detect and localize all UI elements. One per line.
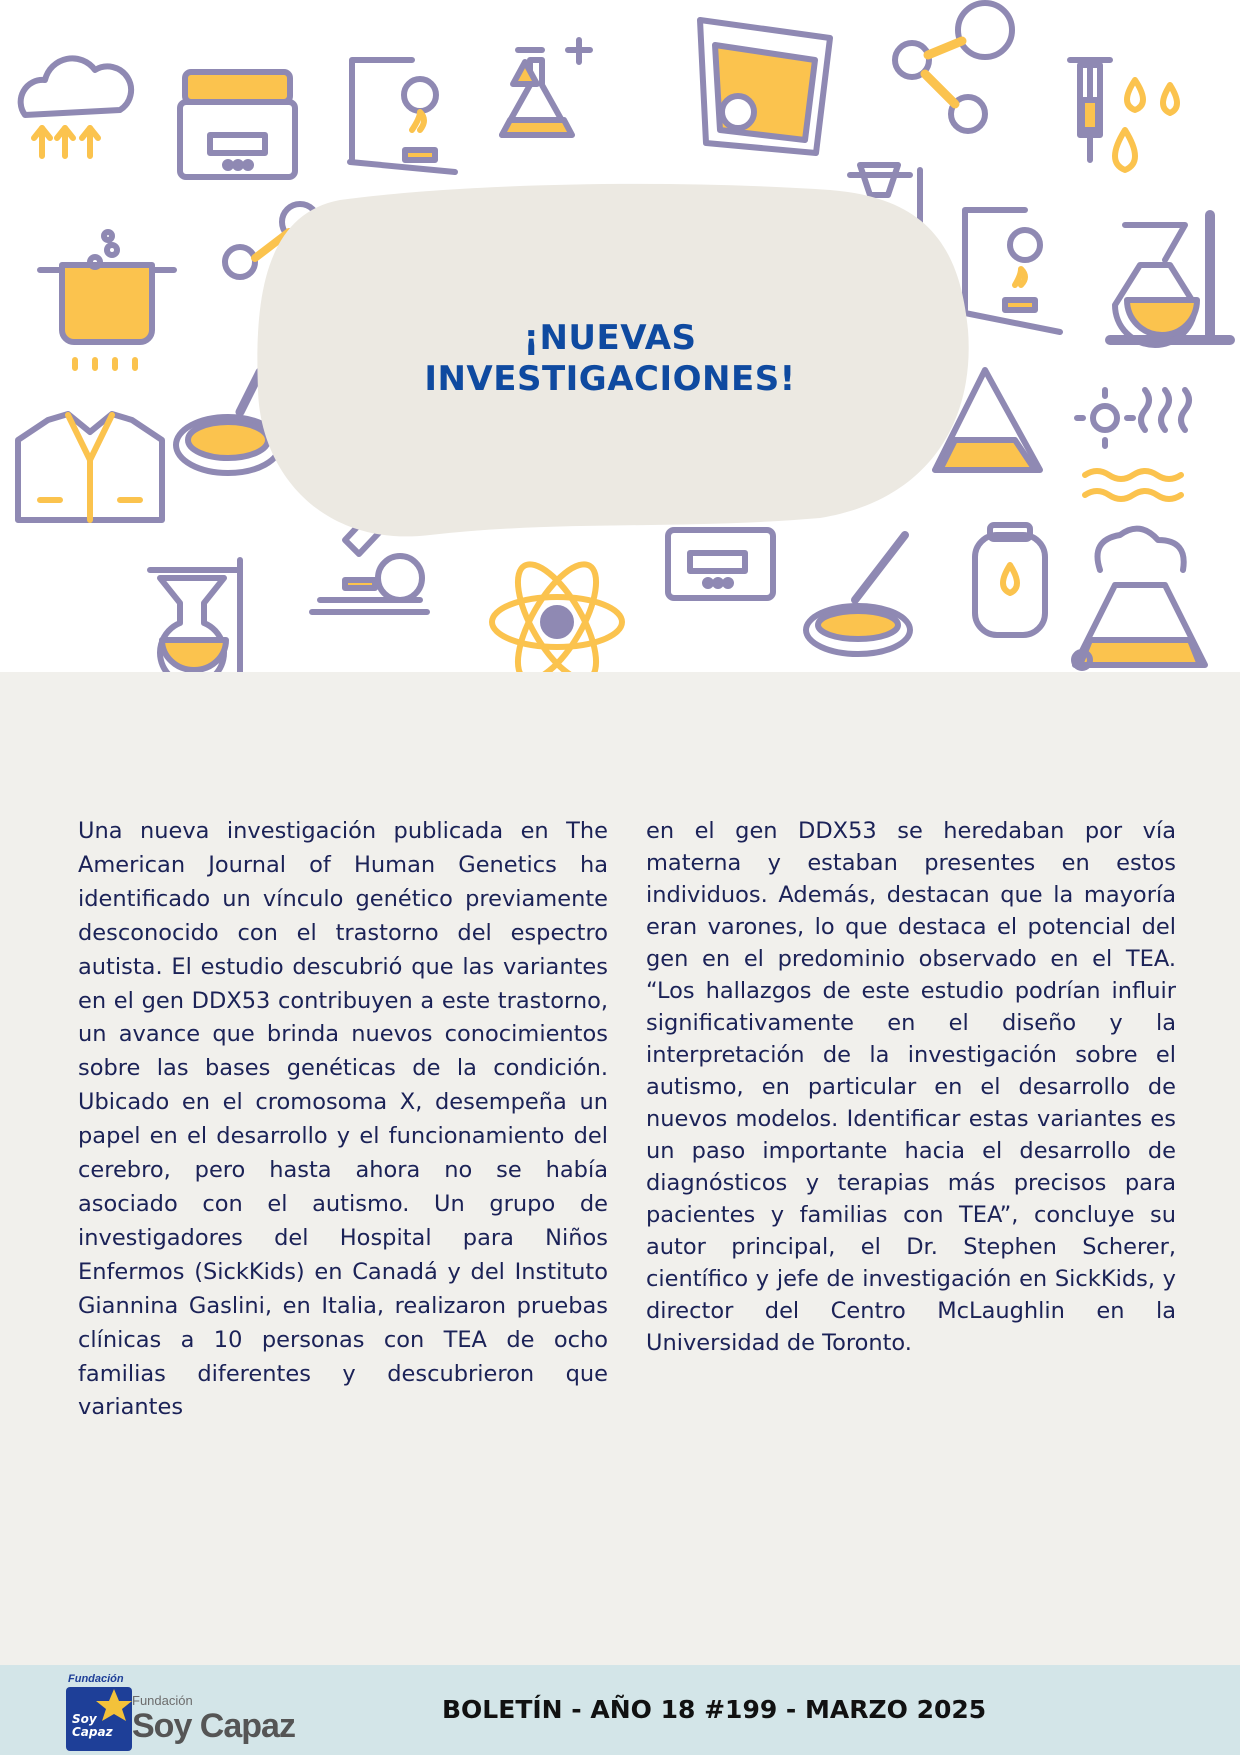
logo-square-text: [72, 1713, 113, 1739]
footer-band: [0, 1665, 1240, 1755]
logo-square-line-2: Capaz: [72, 1725, 113, 1739]
page-title: [340, 318, 880, 400]
bulletin-info: BOLETÍN - AÑO 18 #199 - MARZO 2025: [442, 1695, 987, 1724]
logo-top-text: Fundación: [68, 1673, 124, 1685]
title-line-2: INVESTIGACIONES!: [424, 359, 796, 399]
logo-big-text: Soy Capaz: [132, 1707, 295, 1745]
article-body: [0, 672, 1240, 1665]
logo-square-line-1: Soy: [72, 1712, 97, 1726]
foundation-logo: [64, 1673, 314, 1753]
article-left-column: Una nueva investigación publicada en The American Journal of Human Genetics ha identificado un vínculo genético previamente desconocido con el trastorno del espectro autista. El estudio descubrió que las variantes en el gen DDX53 contribuyen a este trastorno, un avance que brinda nuevos conocimientos sobre las bases genéticas de la condición. Ubicado en el cromosoma X, desempeña un papel en el desarrollo y el funcionamiento del cerebro, pero hasta ahora no se había asociado con el autismo. Un grupo de investigadores del Hospital para Niños Enfermos (SickKids) en Canadá y del Instituto Giannina Gaslini, en Italia, realizaron pruebas clínicas a 10 personas con TEA de ocho familias diferentes y descubrieron que variantes: [78, 818, 608, 1421]
logo-small-text: Fundación: [132, 1693, 193, 1708]
header-illustration: [0, 0, 1240, 672]
article-right-column: en el gen DDX53 se heredaban por vía materna y estaban presentes en estos individuos. Además, destacan que la mayoría eran varones, lo que destaca el potencial del gen en el predominio observado en el TEA. “Los hallazgos de este estudio podrían influir significativamente en el diseño y la interpretación de la investigación sobre el autismo, en particular en el desarrollo de nuevos modelos. Identificar estas variantes es un paso importante hacia el desarrollo de diagnósticos y terapias más precisos para pacientes y familias con TEA”, concluye su autor principal, el Dr. Stephen Scherer, científico y jefe de investigación en SickKids, y director del Centro McLaughlin en la Universidad de Toronto.: [646, 818, 1176, 1356]
title-line-1: ¡NUEVAS: [523, 318, 697, 358]
